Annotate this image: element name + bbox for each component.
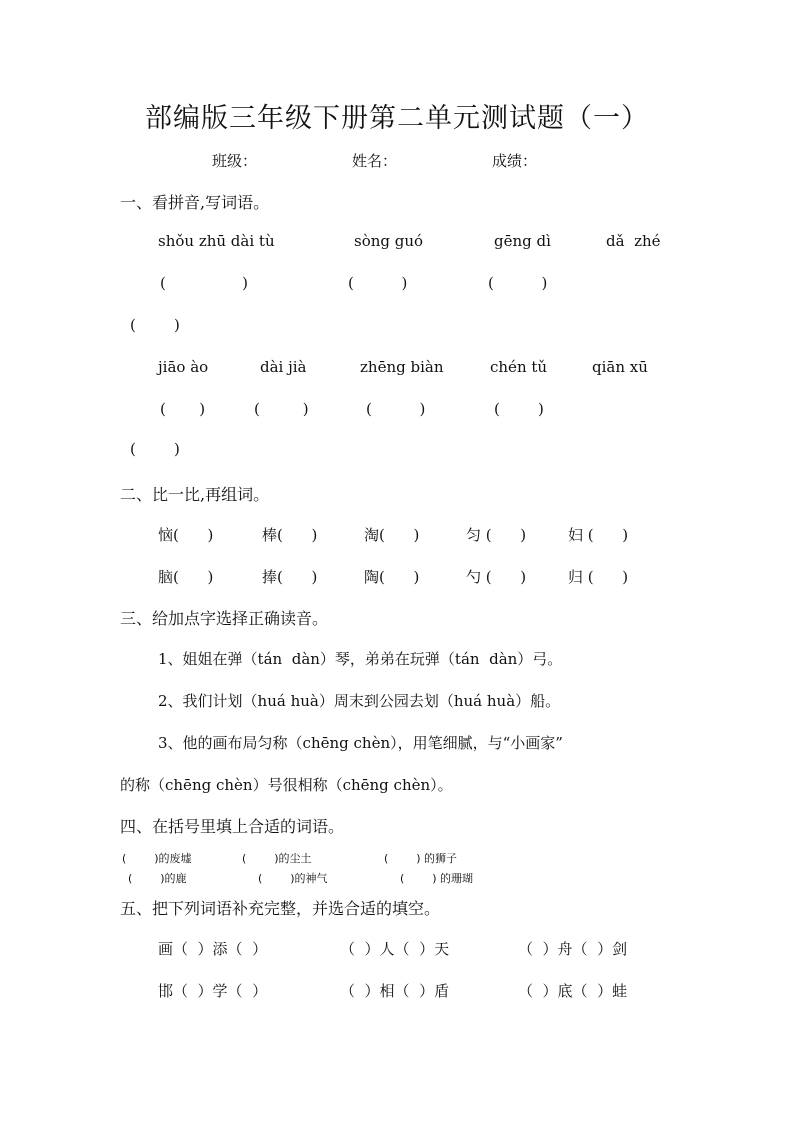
- pinyin-item: gēng dì: [494, 232, 551, 250]
- pinyin-item: dǎ zhé: [606, 232, 661, 250]
- compare-item[interactable]: 捧( ): [262, 568, 318, 586]
- name-label: 姓名：: [352, 152, 398, 170]
- section3-heading: 三、给加点字选择正确读音。: [120, 609, 329, 628]
- pronunciation-item-2: 2、我们计划（huá huà）周末到公园去划（huá huà）船。: [158, 692, 561, 710]
- pinyin-item: sòng guó: [354, 232, 424, 250]
- idiom-item[interactable]: 邯（ ）学（ ）: [158, 982, 268, 1000]
- idiom-item[interactable]: （ ）舟（ ）剑: [518, 940, 628, 958]
- compare-item[interactable]: 勺 ( ): [466, 568, 527, 586]
- pinyin-item: jiāo ào: [158, 358, 209, 376]
- fill-item[interactable]: ( )的鹿: [128, 872, 187, 885]
- pronunciation-item-3-cont: 的称（chēng chèn）号很相称（chēng chèn）。: [120, 776, 453, 794]
- fill-item[interactable]: ( ) 的狮子: [384, 852, 458, 865]
- compare-item[interactable]: 陶( ): [364, 568, 420, 586]
- compare-item[interactable]: 归 ( ): [568, 568, 629, 586]
- page-title: 部编版三年级下册第二单元测试题（一）: [145, 103, 649, 134]
- pinyin-item: chén tǔ: [490, 358, 548, 376]
- answer-blank[interactable]: ( ): [254, 400, 309, 418]
- answer-blank[interactable]: ( ): [130, 316, 180, 334]
- fill-item[interactable]: ( ) 的珊瑚: [400, 872, 474, 885]
- compare-item[interactable]: 恼( ): [158, 526, 214, 544]
- compare-item[interactable]: 妇 ( ): [568, 526, 629, 544]
- section4-heading: 四、在括号里填上合适的词语。: [120, 817, 345, 836]
- compare-item[interactable]: 棒( ): [262, 526, 318, 544]
- fill-item[interactable]: ( )的尘土: [242, 852, 312, 865]
- answer-blank[interactable]: ( ): [488, 274, 548, 292]
- pinyin-item: dài jià: [260, 358, 307, 376]
- idiom-item[interactable]: （ ）底（ ）蛙: [518, 982, 628, 1000]
- idiom-item[interactable]: 画（ ）添（ ）: [158, 940, 268, 958]
- answer-blank[interactable]: ( ): [494, 400, 544, 418]
- idiom-item[interactable]: （ ）相（ ）盾: [340, 982, 450, 1000]
- pinyin-item: qiān xū: [592, 358, 648, 376]
- section2-heading: 二、比一比,再组词。: [120, 485, 270, 504]
- section1-heading: 一、看拼音,写词语。: [120, 193, 270, 212]
- score-label: 成绩：: [492, 152, 538, 170]
- answer-blank[interactable]: ( ): [160, 274, 248, 292]
- fill-item[interactable]: ( )的神气: [258, 872, 328, 885]
- answer-blank[interactable]: ( ): [130, 440, 180, 458]
- idiom-item[interactable]: （ ）人（ ）天: [340, 940, 450, 958]
- fill-item[interactable]: ( )的废墟: [122, 852, 192, 865]
- compare-item[interactable]: 匀 ( ): [466, 526, 527, 544]
- class-label: 班级：: [212, 152, 258, 170]
- pronunciation-item-1: 1、姐姐在弹（tán dàn）琴，弟弟在玩弹（tán dàn）弓。: [158, 650, 563, 668]
- compare-item[interactable]: 淘( ): [364, 526, 420, 544]
- section5-heading: 五、把下列词语补充完整，并选合适的填空。: [120, 899, 441, 918]
- answer-blank[interactable]: ( ): [348, 274, 408, 292]
- answer-blank[interactable]: ( ): [366, 400, 426, 418]
- answer-blank[interactable]: ( ): [160, 400, 206, 418]
- pinyin-item: zhēng biàn: [360, 358, 444, 376]
- pronunciation-item-3: 3、他的画布局匀称（chēng chèn），用笔细腻，与“小画家”: [158, 734, 563, 752]
- pinyin-item: shǒu zhū dài tù: [158, 232, 275, 250]
- compare-item[interactable]: 脑( ): [158, 568, 214, 586]
